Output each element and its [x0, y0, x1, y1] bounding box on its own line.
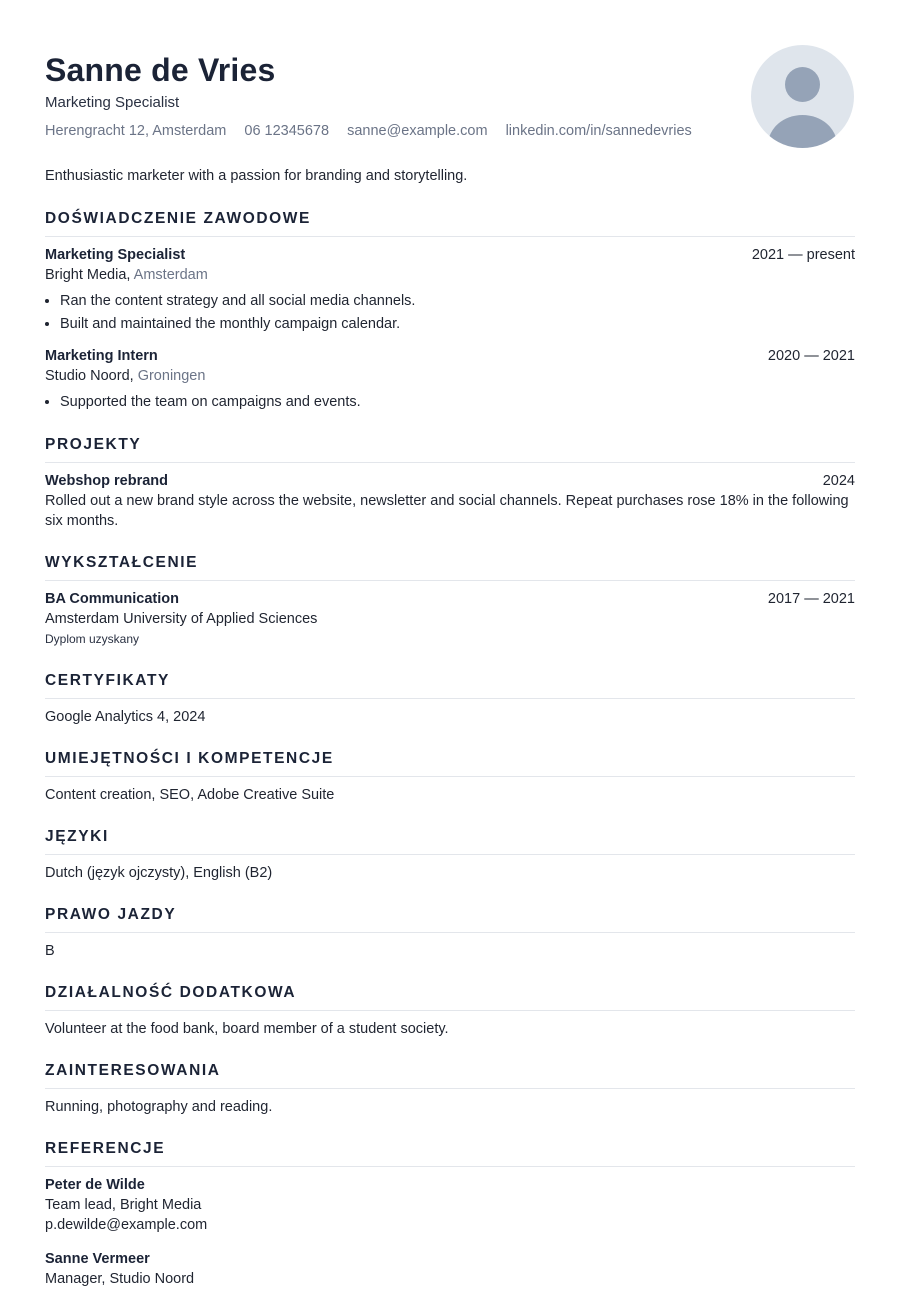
section-experience	[45, 210, 855, 414]
company-city: Groningen	[137, 368, 206, 384]
contact-linkedin[interactable]: linkedin.com/in/sannedevries	[505, 123, 692, 139]
section-divider	[45, 462, 855, 463]
job-bullets	[45, 290, 855, 336]
section-title: UMIEJĘTNOŚCI I KOMPETENCJE	[45, 750, 334, 767]
languages-text: Dutch (język ojczysty), English (B2)	[45, 865, 273, 881]
avatar-placeholder-icon	[751, 45, 854, 148]
company-city: Amsterdam	[133, 267, 208, 283]
certificates-text: Google Analytics 4, 2024	[45, 709, 206, 725]
interests-text: Running, photography and reading.	[45, 1099, 273, 1115]
project-name: Webshop rebrand	[45, 473, 168, 489]
job-dates: 2020 — 2021	[767, 348, 855, 364]
project-year: 2024	[822, 473, 855, 489]
job-title: Marketing Intern	[45, 348, 158, 364]
experience-entry: Marketing Specialist 2021 — present Bright Media, Amsterdam • Ran the content strategy and all social media channels. • Built and maintained the monthly campaign calendar.	[45, 245, 855, 336]
section-divider	[45, 932, 855, 933]
reference-name: Sanne Vermeer	[45, 1251, 150, 1267]
job-bullet: • Ran the content strategy and all social media channels.	[60, 290, 855, 313]
company-name: Studio Noord	[45, 368, 130, 384]
reference-role: Team lead, Bright Media	[45, 1197, 202, 1213]
section-interests	[45, 1062, 855, 1117]
contact-email[interactable]: sanne@example.com	[347, 123, 488, 139]
contact-line	[45, 123, 706, 139]
section-languages	[45, 828, 855, 883]
resume-page	[45, 0, 855, 1287]
experience-entry: Marketing Intern 2020 — 2021 Studio Noord, Groningen • Supported the team on campaigns and events.	[45, 346, 855, 414]
section-extracurricular	[45, 984, 855, 1039]
section-divider	[45, 580, 855, 581]
job-bullets	[45, 391, 855, 414]
project-description: Rolled out a new brand style across the website, newsletter and social channels. Repeat purchases rose 18% in the following six months.	[45, 493, 849, 529]
section-divider	[45, 1010, 855, 1011]
avatar-body-shape	[768, 115, 837, 148]
reference-entry	[45, 1249, 855, 1289]
job-bullet: • Built and maintained the monthly campaign calendar.	[60, 313, 855, 336]
company-name: Bright Media	[45, 267, 127, 283]
section-title: DOŚWIADCZENIE ZAWODOWE	[45, 210, 311, 227]
section-divider	[45, 698, 855, 699]
section-driving-license	[45, 906, 855, 961]
contact-phone[interactable]: 06 12345678	[244, 123, 330, 139]
skills-text: Content creation, SEO, Adobe Creative Suite	[45, 787, 335, 803]
avatar-head-shape	[785, 67, 820, 102]
section-divider	[45, 236, 855, 237]
candidate-name: Sanne de Vries	[45, 52, 276, 88]
section-divider	[45, 854, 855, 855]
section-education	[45, 554, 855, 648]
job-bullet: • Supported the team on campaigns and events.	[60, 391, 855, 414]
reference-name: Peter de Wilde	[45, 1177, 145, 1193]
reference-entry	[45, 1175, 855, 1235]
extracurricular-text: Volunteer at the food bank, board member of a student society.	[45, 1021, 449, 1037]
section-title: DZIAŁALNOŚĆ DODATKOWA	[45, 984, 297, 1001]
job-dates: 2021 — present	[751, 247, 855, 263]
education-dates: 2017 — 2021	[767, 591, 855, 607]
job-title: Marketing Specialist	[45, 247, 186, 263]
section-certificates	[45, 672, 855, 727]
section-title: WYKSZTAŁCENIE	[45, 554, 199, 571]
contact-address: Herengracht 12, Amsterdam	[45, 123, 227, 139]
section-references	[45, 1140, 855, 1289]
license-text: B	[45, 943, 55, 959]
section-divider	[45, 1088, 855, 1089]
section-divider	[45, 1166, 855, 1167]
education-entry	[45, 589, 855, 648]
section-title: PROJEKTY	[45, 436, 142, 453]
section-title: JĘZYKI	[45, 828, 109, 845]
section-title: ZAINTERESOWANIA	[45, 1062, 221, 1079]
education-note: Dyplom uzyskany	[45, 632, 140, 646]
reference-role: Manager, Studio Noord	[45, 1271, 195, 1287]
degree-name: BA Communication	[45, 591, 179, 607]
section-title: CERTYFIKATY	[45, 672, 170, 689]
section-divider	[45, 776, 855, 777]
candidate-role: Marketing Specialist	[45, 94, 180, 111]
profile-summary: Enthusiastic marketer with a passion for branding and storytelling.	[45, 168, 468, 184]
reference-email[interactable]: p.dewilde@example.com	[45, 1217, 208, 1233]
section-skills	[45, 750, 855, 805]
section-projects	[45, 436, 855, 531]
section-title: REFERENCJE	[45, 1140, 166, 1157]
section-title: PRAWO JAZDY	[45, 906, 177, 923]
project-entry	[45, 471, 855, 531]
school-name: Amsterdam University of Applied Sciences	[45, 611, 318, 627]
